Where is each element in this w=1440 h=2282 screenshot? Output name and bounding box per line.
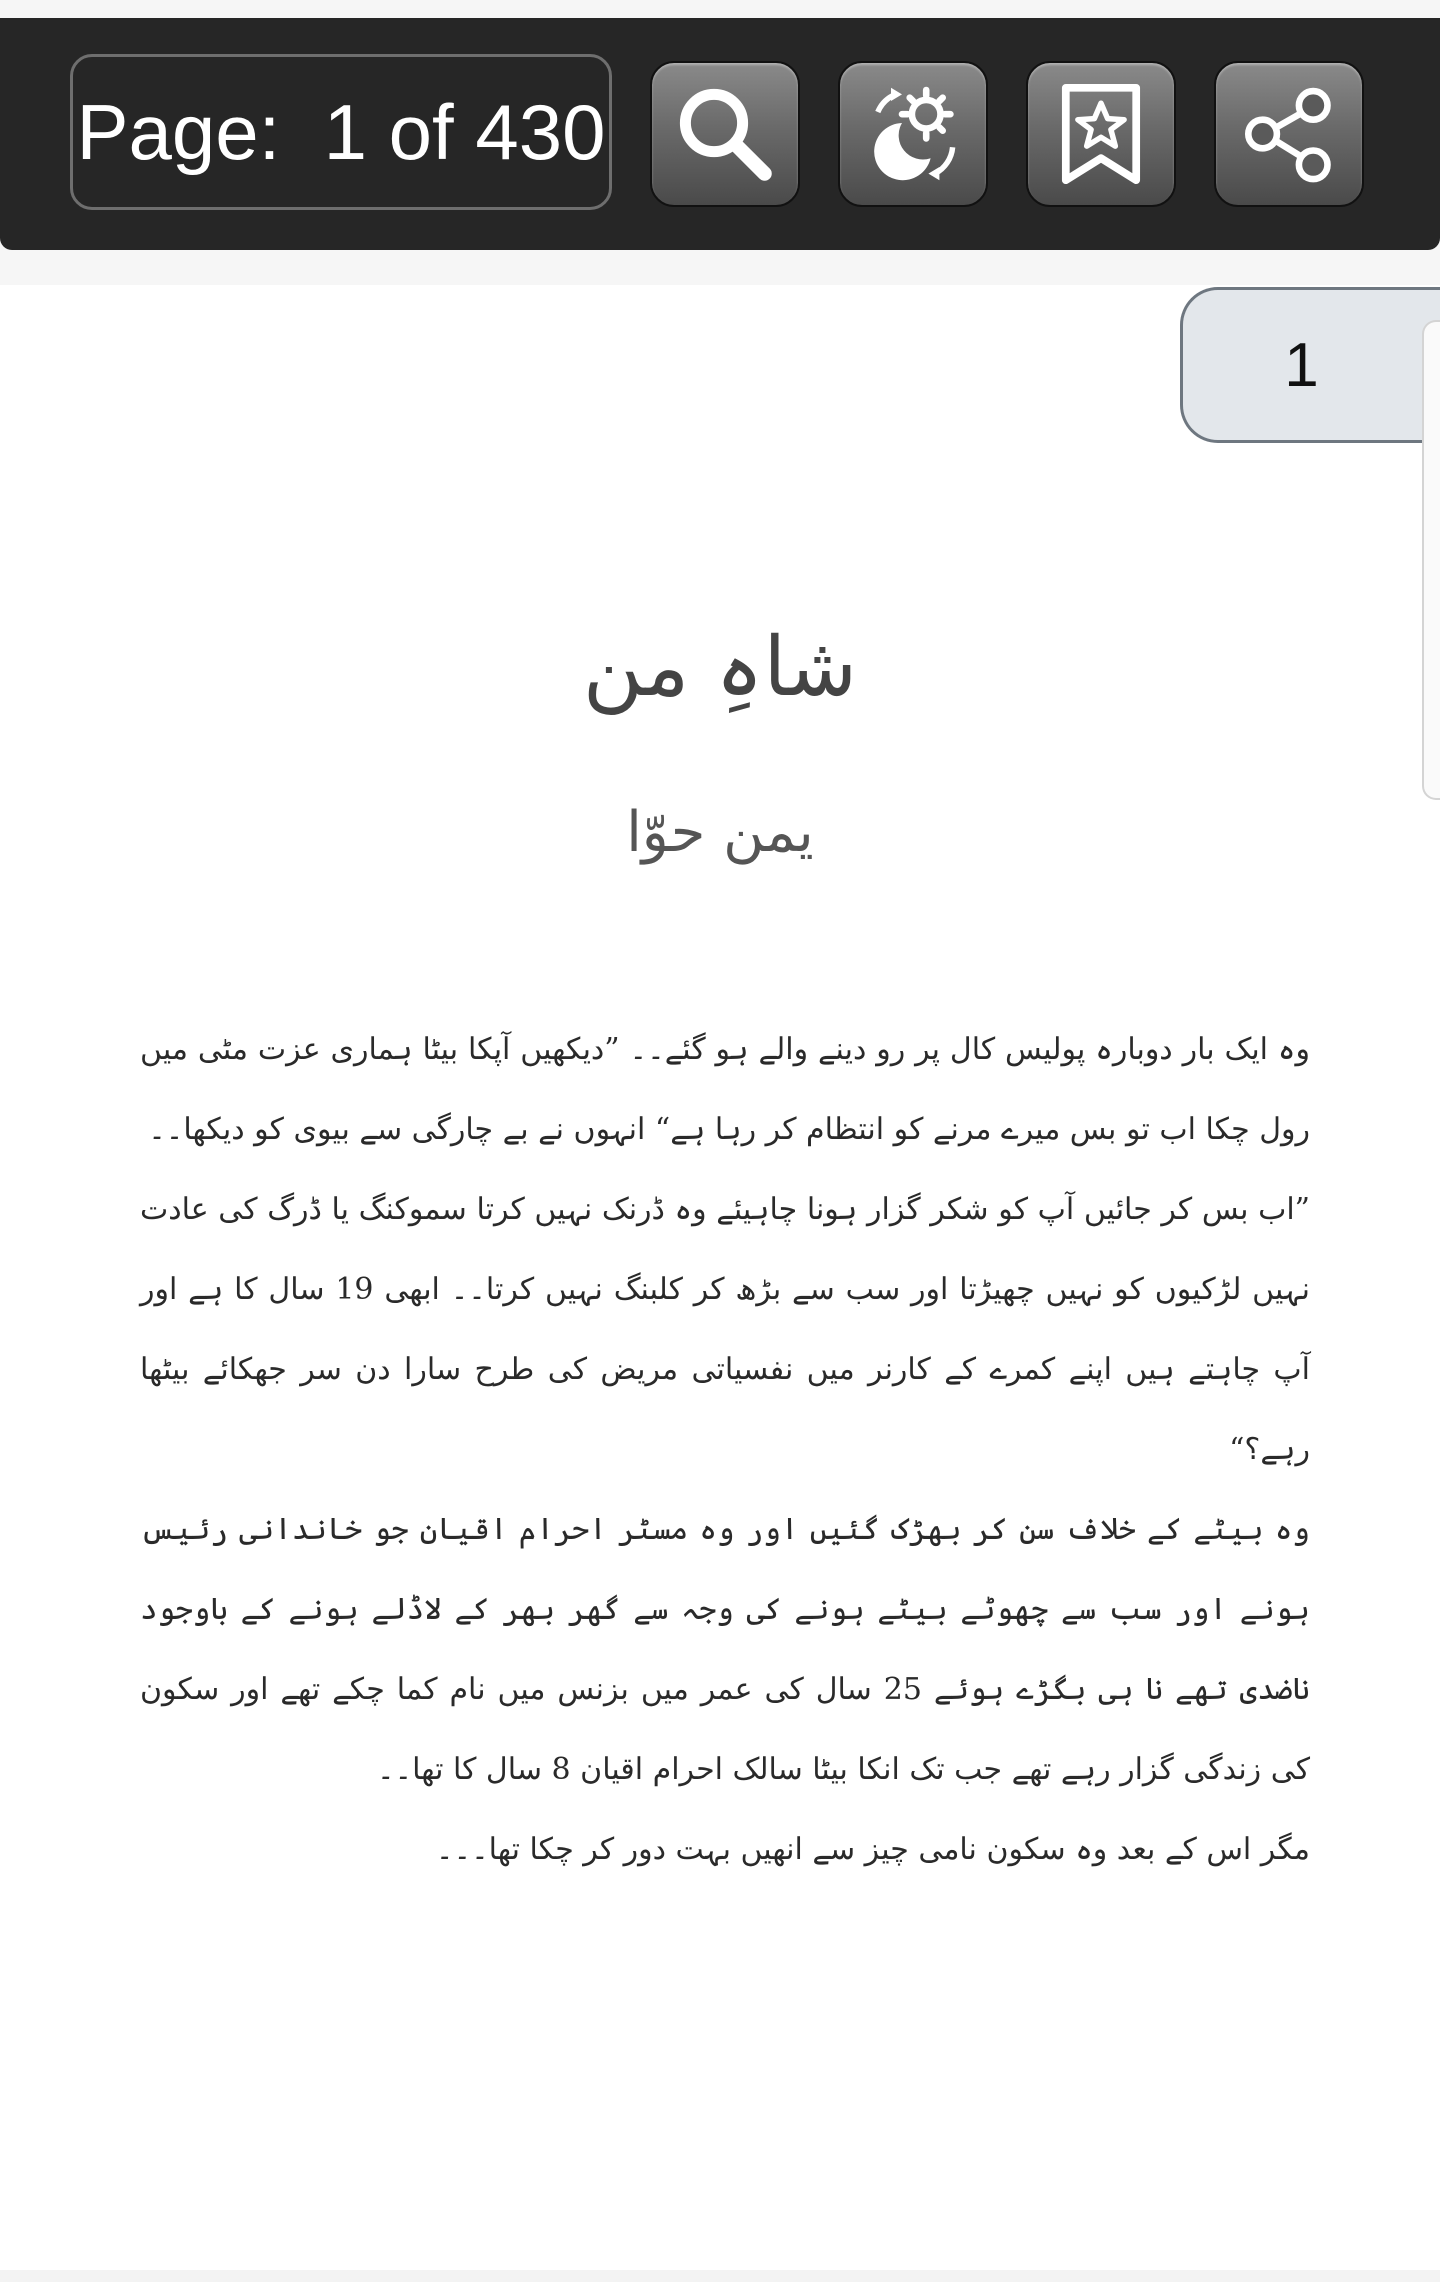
- bottom-strip: [0, 2270, 1440, 2282]
- page-number-tab[interactable]: 1: [1180, 287, 1440, 443]
- paragraph: ”اب بس کر جائیں آپ کو شکر گزار ہونا چاہیئے وہ ڈرنک نہیں کرتا سموکنگ یا ڈرگ کی عادت نہیں لڑکیوں کو نہیں چھیڑتا اور سب سے بڑھ کر کلبنگ نہیں کرتا۔۔ ابھی 19 سال کا ہے اور آپ چاہتے ہیں اپنے کمرے کے کارنر میں نفسیاتی مریض کی طرح سارا دن سر جھکائے بیٹھا رہے؟“: [140, 1192, 1310, 1467]
- bookmark-star-icon: [1046, 79, 1156, 189]
- scroll-handle[interactable]: [1422, 320, 1440, 800]
- book-title: شاہِ من: [582, 620, 858, 715]
- page-body-text: [140, 1010, 1310, 1890]
- top-toolbar: [0, 18, 1440, 250]
- search-button[interactable]: [650, 61, 800, 207]
- night-mode-settings-icon: [858, 79, 968, 189]
- paragraph: وہ بیٹے کے خلاف سن کر بھڑک گئیں اور وہ مسٹر احرام اقیان جو خاندانی رئیس ہونے اور سب سے چھوٹے بیٹے ہونے کی وجہ سے گھر بھر کے لاڈلے ہونے کے باوجود ناضدی تھے نا ہی بگڑے ہوئے 25 سال کی عمر میں بزنس میں نام کما چکے تھے اور سکون کی زندگی گزار رہے تھے جب تک انکا بیٹا سالک احرام اقیان 8 سال کا تھا۔۔: [140, 1512, 1310, 1787]
- paragraph: وہ ایک بار دوبارہ پولیس کال پر رو دینے والے ہو گئے۔۔ ”دیکھیں آپکا بیٹا ہماری عزت مٹی میں رول چکا اب تو بس میرے مرنے کو انتظام کر رہا ہے“ انہوں نے بے چارگی سے بیوی کو دیکھا۔۔: [140, 1032, 1310, 1147]
- bookmark-button[interactable]: [1026, 61, 1176, 207]
- search-icon: [670, 79, 780, 189]
- share-icon: [1234, 79, 1344, 189]
- paragraph: مگر اس کے بعد وہ سکون نامی چیز سے انھیں بہت دور کر چکا تھا۔۔۔: [435, 1832, 1310, 1867]
- page-indicator[interactable]: Page: 1 of 430: [70, 54, 612, 210]
- share-button[interactable]: [1214, 61, 1364, 207]
- book-author: یمن حوّا: [626, 800, 814, 865]
- night-mode-button[interactable]: [838, 61, 988, 207]
